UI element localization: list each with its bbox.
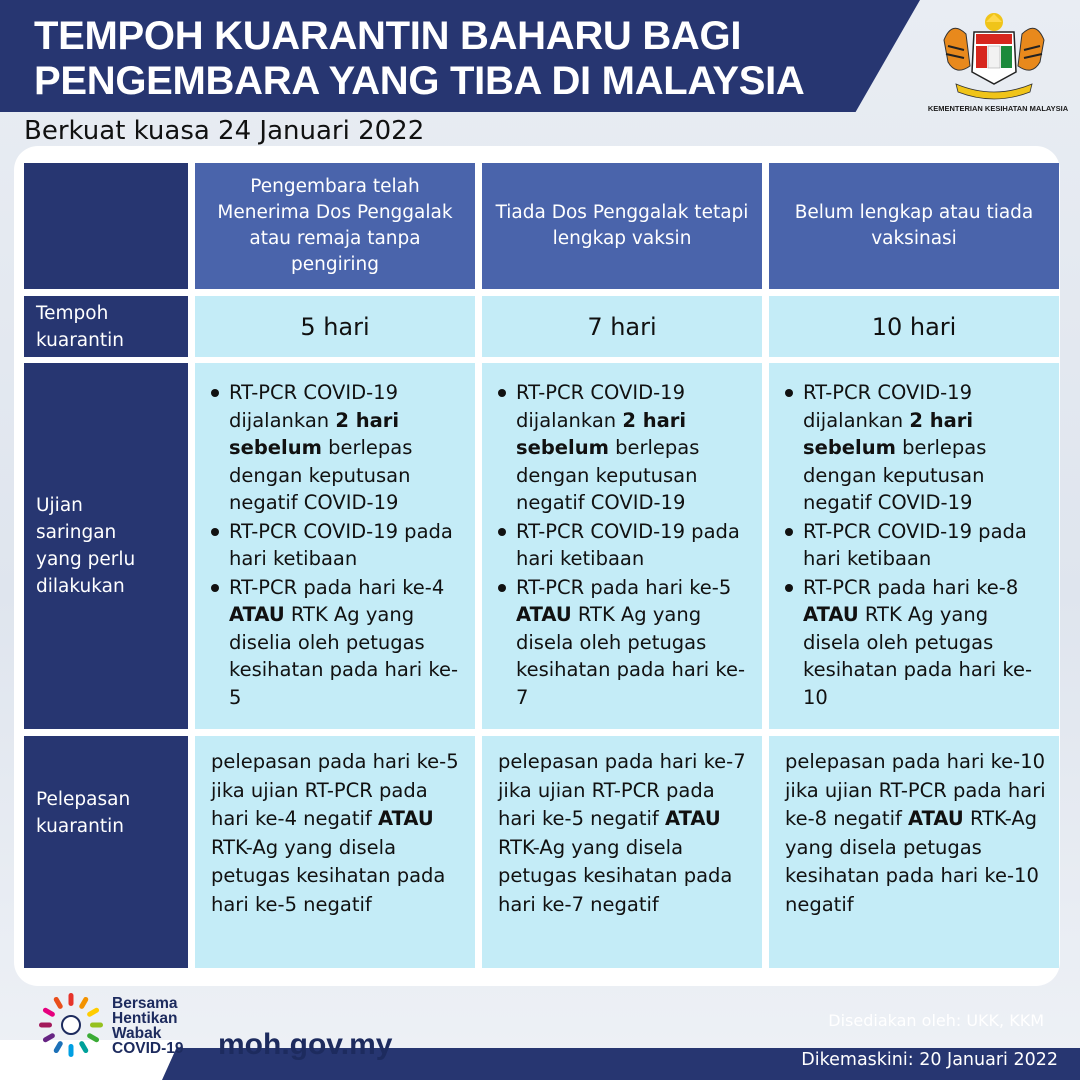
title-line-1: TEMPOH KUARANTIN BAHARU BAGI <box>34 14 742 58</box>
row-header-release <box>24 736 188 968</box>
list-item: RT-PCR COVID-19 pada hari ketibaan <box>209 518 467 573</box>
updated-date: Dikemaskini: 20 Januari 2022 <box>801 1050 1058 1070</box>
row-header-duration: Tempoh kuarantin <box>24 296 188 357</box>
duration-no-booster: 7 hari <box>482 296 762 357</box>
campaign-logo-icon <box>36 990 106 1060</box>
website-link[interactable]: moh.gov.my <box>218 1028 393 1061</box>
release-no-booster: pelepasan pada hari ke-7 jika ujian RT-PCR pada hari ke-5 negatif ATAU RTK-Ag yang disela petugas kesihatan pada hari ke-7 negatif <box>482 736 762 968</box>
list-item: RT-PCR COVID-19 dijalankan 2 hari sebelum berlepas dengan keputusan negatif COVID-19 <box>496 379 754 517</box>
duration-booster: 5 hari <box>195 296 475 357</box>
title-line-2: PENGEMBARA YANG TIBA DI MALAYSIA <box>34 59 805 103</box>
page-title <box>34 14 894 104</box>
prepared-by: Disediakan oleh: UKK, KKM <box>828 1011 1044 1030</box>
tests-booster <box>195 363 475 729</box>
list-item: RT-PCR COVID-19 dijalankan 2 hari sebelum berlepas dengan keputusan negatif COVID-19 <box>209 379 467 517</box>
list-item: RT-PCR COVID-19 pada hari ketibaan <box>783 518 1051 573</box>
column-header-no-booster: Tiada Dos Penggalak tetapi lengkap vaksin <box>482 163 762 289</box>
list-item: RT-PCR pada hari ke-5 ATAU RTK Ag yang disela oleh petugas kesihatan pada hari ke-7 <box>496 574 754 712</box>
tests-unvaccinated <box>769 363 1059 729</box>
list-item: RT-PCR pada hari ke-8 ATAU RTK Ag yang disela oleh petugas kesihatan pada hari ke-10 <box>783 574 1051 712</box>
list-item: RT-PCR COVID-19 dijalankan 2 hari sebelum berlepas dengan keputusan negatif COVID-19 <box>783 379 1051 517</box>
list-item: RT-PCR COVID-19 pada hari ketibaan <box>496 518 754 573</box>
column-header-booster: Pengembara telah Menerima Dos Penggalak atau remaja tanpa pengiring <box>195 163 475 289</box>
effective-date: Berkuat kuasa 24 Januari 2022 <box>24 116 425 146</box>
list-item: RT-PCR pada hari ke-4 ATAU RTK Ag yang diselia oleh petugas kesihatan pada hari ke-5 <box>209 574 467 712</box>
release-booster: pelepasan pada hari ke-5 jika ujian RT-PCR pada hari ke-4 negatif ATAU RTK-Ag yang disela petugas kesihatan pada hari ke-5 negatif <box>195 736 475 968</box>
release-unvaccinated: pelepasan pada hari ke-10 jika ujian RT-PCR pada hari ke-8 negatif ATAU RTK-Ag yang disela petugas kesihatan pada hari ke-10 negatif <box>769 736 1059 968</box>
campaign-slogan: Bersama Hentikan Wabak COVID-19 <box>112 995 184 1057</box>
row-header-tests-label: Ujian saringan yang perlu dilakukan <box>36 495 136 597</box>
coat-of-arms-icon <box>934 10 1054 102</box>
row-header-release-label: Pelepasan kuarantin <box>36 789 131 837</box>
row-header-tests <box>24 363 188 729</box>
tests-no-booster <box>482 363 762 729</box>
table-corner <box>24 163 188 289</box>
duration-unvaccinated: 10 hari <box>769 296 1059 357</box>
column-header-unvaccinated: Belum lengkap atau tiada vaksinasi <box>769 163 1059 289</box>
ministry-label: KEMENTERIAN KESIHATAN MALAYSIA <box>927 104 1069 113</box>
